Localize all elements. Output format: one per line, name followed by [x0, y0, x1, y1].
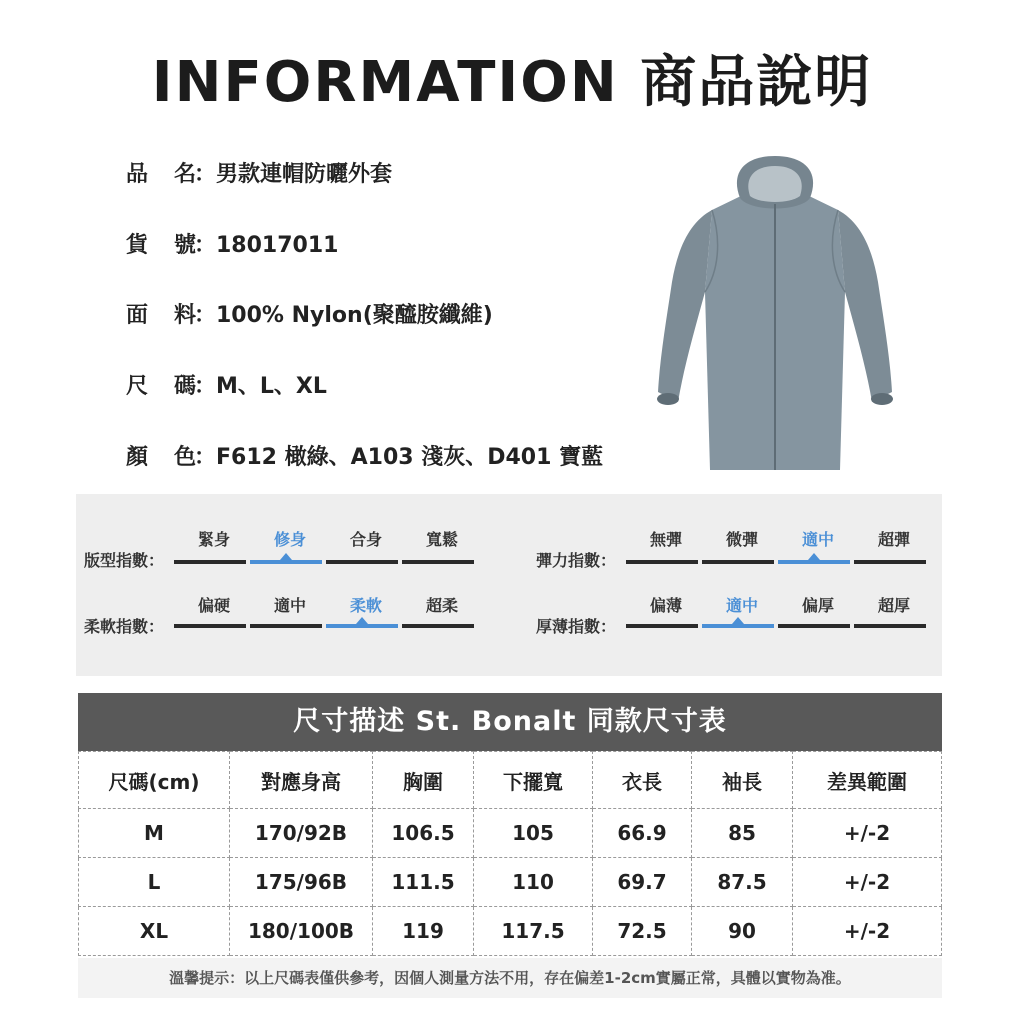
table-cell: 170/92B — [230, 809, 373, 858]
elasticity-index-label: 彈力指數： — [536, 551, 617, 570]
thickness-scale-segment — [854, 624, 926, 628]
fit-scale-segment-selected — [250, 560, 322, 564]
size-table-header-cell: 對應身高 — [230, 752, 373, 809]
thickness-option-2: 適中 — [725, 596, 758, 615]
info-row-color — [126, 443, 603, 473]
jacket-left-sleeve — [658, 210, 712, 402]
elasticity-scale-segment — [854, 560, 926, 564]
thickness-option-1: 偏薄 — [649, 596, 682, 615]
info-row-size — [126, 372, 327, 402]
size-table-header-cell: 胸圍 — [373, 752, 474, 809]
table-cell: 119 — [373, 907, 474, 956]
fit-option-2: 修身 — [273, 530, 306, 549]
thickness-scale-segment — [778, 624, 850, 628]
fit-scale-segment — [174, 560, 246, 564]
page-title: INFORMATION 商品說明 — [151, 50, 873, 115]
fit-scale-segment — [402, 560, 474, 564]
table-cell: L — [79, 858, 230, 907]
info-row-name — [126, 160, 392, 190]
info-label-2: 料 — [174, 303, 197, 328]
size-table-header-cell: 下擺寬 — [474, 752, 593, 809]
info-label-2: 名 — [174, 162, 197, 187]
thickness-scale-segment-selected — [702, 624, 774, 628]
size-table-header-cell: 差異範圍 — [793, 752, 942, 809]
softness-index-label: 柔軟指數： — [84, 617, 165, 636]
elasticity-option-4: 超彈 — [877, 530, 910, 549]
table-cell: +/-2 — [793, 907, 942, 956]
info-colon: ： — [194, 374, 217, 399]
info-label-2: 碼 — [174, 374, 197, 399]
jacket-right-sleeve — [838, 210, 892, 402]
table-cell: +/-2 — [793, 809, 942, 858]
info-colon: ： — [194, 162, 217, 187]
table-cell: 105 — [474, 809, 593, 858]
thickness-option-3: 偏厚 — [801, 596, 834, 615]
table-cell: 87.5 — [692, 858, 793, 907]
size-table-header-cell: 尺碼(cm) — [79, 752, 230, 809]
softness-scale-segment — [250, 624, 322, 628]
table-cell: 117.5 — [474, 907, 593, 956]
softness-option-3: 柔軟 — [349, 596, 382, 615]
elasticity-option-3: 適中 — [801, 530, 834, 549]
fit-option-1: 緊身 — [197, 530, 230, 549]
softness-option-1: 偏硬 — [197, 596, 230, 615]
info-row-item-number — [126, 231, 338, 261]
table-cell: 175/96B — [230, 858, 373, 907]
info-label-1: 面 — [126, 303, 149, 328]
table-row — [79, 858, 942, 907]
info-label-1: 品 — [126, 162, 149, 187]
table-cell: 106.5 — [373, 809, 474, 858]
table-cell: M — [79, 809, 230, 858]
softness-scale-segment-selected — [326, 624, 398, 628]
table-cell: +/-2 — [793, 858, 942, 907]
info-colon: ： — [194, 233, 217, 258]
fit-selected-marker-icon — [280, 553, 292, 560]
info-value: 100% Nylon(聚醯胺纖維) — [216, 303, 493, 328]
softness-option-2: 適中 — [273, 596, 306, 615]
fabric-index-panel — [76, 494, 942, 676]
info-value: F612 橄綠、A103 淺灰、D401 寶藍 — [216, 445, 604, 470]
fit-scale-segment — [326, 560, 398, 564]
thickness-selected-marker-icon — [732, 617, 744, 624]
fit-option-3: 合身 — [349, 530, 382, 549]
info-label-1: 貨 — [126, 233, 149, 258]
info-value: 男款連帽防曬外套 — [216, 162, 393, 187]
size-table-header-cell: 衣長 — [593, 752, 692, 809]
table-cell: 66.9 — [593, 809, 692, 858]
table-cell: 69.7 — [593, 858, 692, 907]
table-cell: 110 — [474, 858, 593, 907]
elasticity-option-2: 微彈 — [725, 530, 758, 549]
info-value: 18017011 — [216, 233, 339, 258]
thickness-index-label: 厚薄指數： — [536, 617, 617, 636]
size-table — [78, 751, 942, 956]
info-label-2: 色 — [174, 445, 197, 470]
size-table-header-cell: 袖長 — [692, 752, 793, 809]
elasticity-selected-marker-icon — [808, 553, 820, 560]
info-row-material — [126, 301, 493, 331]
table-cell: XL — [79, 907, 230, 956]
table-row — [79, 907, 942, 956]
softness-option-4: 超柔 — [425, 596, 458, 615]
thickness-option-4: 超厚 — [877, 596, 910, 615]
table-cell: 72.5 — [593, 907, 692, 956]
elasticity-option-1: 無彈 — [649, 530, 682, 549]
fit-option-4: 寬鬆 — [425, 530, 458, 549]
info-label-1: 顏 — [126, 445, 149, 470]
softness-scale-segment — [402, 624, 474, 628]
table-cell: 90 — [692, 907, 793, 956]
table-cell: 111.5 — [373, 858, 474, 907]
info-label-2: 號 — [174, 233, 197, 258]
jacket-product-image — [650, 152, 900, 477]
elasticity-scale-segment — [702, 560, 774, 564]
elasticity-scale-segment-selected — [778, 560, 850, 564]
info-value: M、L、XL — [216, 374, 327, 399]
info-colon: ： — [194, 303, 217, 328]
table-cell: 180/100B — [230, 907, 373, 956]
size-table-title: 尺寸描述 St. Bonalt 同款尺寸表 — [78, 693, 942, 751]
table-row — [79, 809, 942, 858]
thickness-scale-segment — [626, 624, 698, 628]
info-label-1: 尺 — [126, 374, 149, 399]
softness-selected-marker-icon — [356, 617, 368, 624]
info-colon: ： — [194, 445, 217, 470]
fit-index-label: 版型指數： — [84, 551, 165, 570]
size-table-header-row — [79, 752, 942, 809]
elasticity-scale-segment — [626, 560, 698, 564]
size-note: 溫馨提示：以上尺碼表僅供參考，因個人測量方法不用，存在偏差1-2cm實屬正常，具體以實物為准。 — [78, 958, 942, 998]
softness-scale-segment — [174, 624, 246, 628]
table-cell: 85 — [692, 809, 793, 858]
